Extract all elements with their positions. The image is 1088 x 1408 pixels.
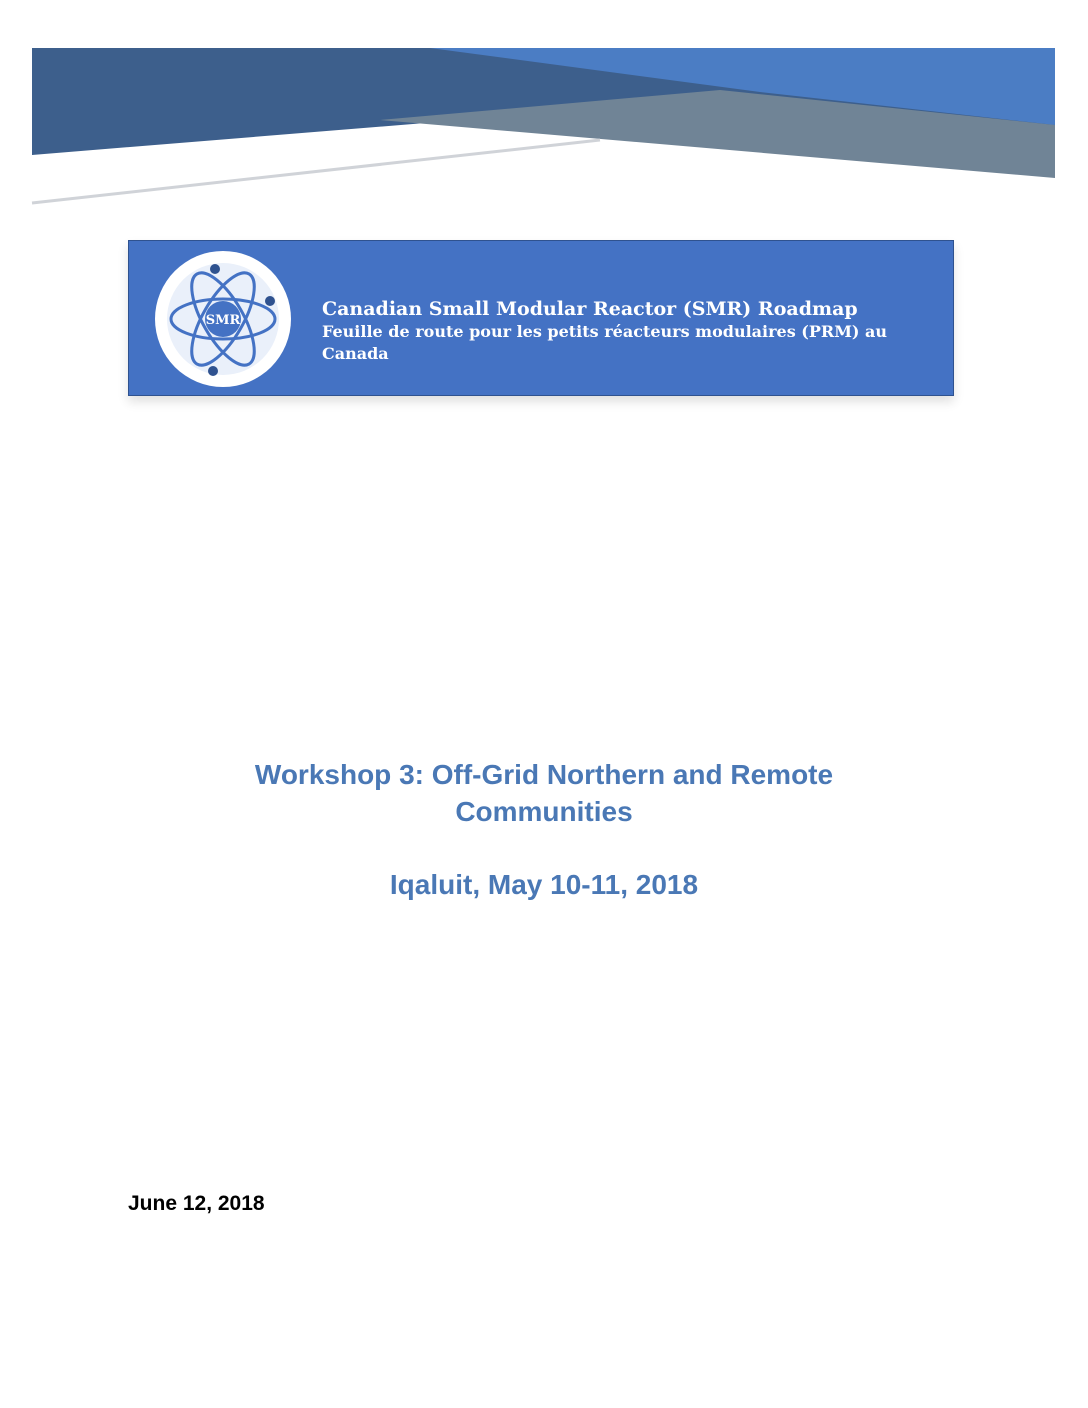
smr-roadmap-banner bbox=[128, 240, 954, 396]
smr-logo bbox=[153, 251, 295, 387]
banner-title-en: Canadian Small Modular Reactor (SMR) Roadmap bbox=[322, 298, 858, 320]
document-title-line-2: Communities bbox=[455, 796, 633, 827]
document-title-line-1: Workshop 3: Off-Grid Northern and Remote bbox=[254, 759, 834, 790]
header-thin-line bbox=[32, 140, 600, 203]
banner-title-fr: Feuille de route pour les petits réacteurs modulaires (PRM) au Canada bbox=[322, 322, 888, 363]
header-decoration bbox=[0, 0, 1088, 230]
banner-text bbox=[322, 297, 953, 365]
smr-logo-text: SMR bbox=[205, 313, 241, 328]
document-location-date: Iqaluit, May 10-11, 2018 bbox=[389, 869, 699, 900]
document-title bbox=[0, 756, 1088, 830]
document-date: June 12, 2018 bbox=[128, 1192, 265, 1215]
